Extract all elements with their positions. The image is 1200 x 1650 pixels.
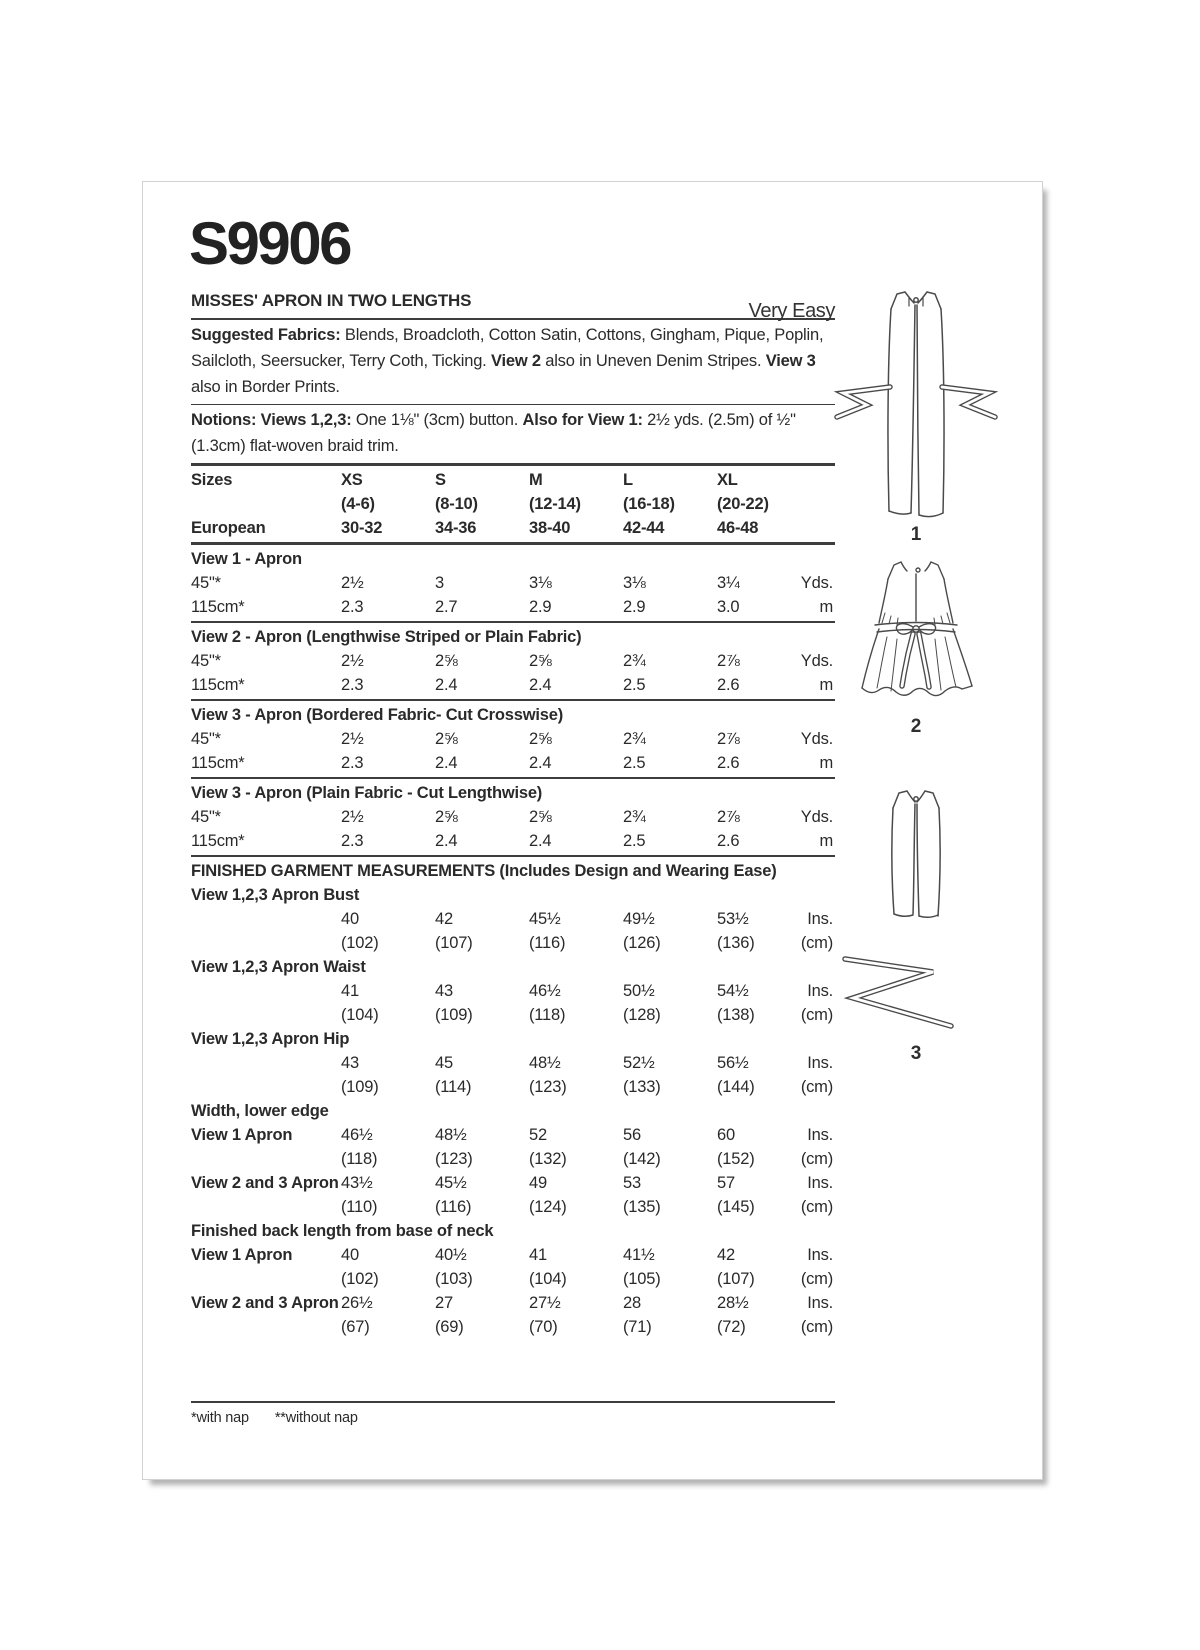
view-3-number: 3 [910,1043,922,1064]
difficulty-badge: Very Easy [748,300,835,322]
unit-cell: Yds. [800,808,833,826]
unit-cell: (cm) [800,1270,833,1288]
value-cell: 2¾ [623,652,646,670]
notions-also-label: Also for View 1: [522,411,643,429]
with-nap-note: *with nap [191,1410,249,1426]
value-cell: 2.4 [435,832,458,850]
unit-cell: Ins. [807,1054,833,1072]
section-title: View 1,2,3 Apron Bust [191,886,360,904]
table-row [191,516,835,540]
value-cell: (67) [341,1318,370,1336]
value-cell: 40 [341,910,359,928]
row-label [191,1147,341,1171]
table-row [191,751,835,775]
section-title: View 3 - Apron (Plain Fabric - Cut Lengthwise) [191,784,543,802]
value-cell: 2½ [341,808,364,826]
row-label: European [191,519,266,537]
row-label: View 2 and 3 Apron [191,1294,339,1312]
section-title: View 1,2,3 Apron Hip [191,1030,350,1048]
value-cell: 2.5 [623,832,646,850]
unit-cell: Yds. [800,652,833,670]
table-section-heading [191,1099,835,1123]
unit-cell: Ins. [807,982,833,1000]
button-icon [914,797,918,801]
waist-ties [837,387,995,417]
section-title: Finished back length from base of neck [191,1222,494,1240]
section-title: View 1 - Apron [191,550,302,568]
row-label [191,1315,341,1339]
section-title: View 3 - Apron (Bordered Fabric- Cut Crosswise) [191,706,564,724]
view-1-number: 1 [910,524,922,545]
value-cell: XL [717,471,738,489]
row-label: 45"* [191,652,221,670]
table-row [191,649,835,673]
page-title: MISSES' APRON IN TWO LENGTHS [191,291,472,310]
value-cell: 57 [717,1174,735,1192]
body-right-edge [941,309,944,513]
value-cell: (144) [717,1078,755,1096]
hem-right [919,513,943,517]
divider-rule [191,542,835,545]
table-section-heading [191,1219,835,1243]
value-cell: XS [341,471,363,489]
hem-right [919,915,938,917]
value-cell: 45 [435,1054,453,1072]
value-cell: 28½ [717,1294,749,1312]
value-cell: (104) [341,1006,379,1024]
value-cell: (103) [435,1270,473,1288]
value-cell: 56½ [717,1054,749,1072]
divider-rule [191,699,835,701]
value-cell: 2.4 [529,676,552,694]
unit-cell: (cm) [800,1150,833,1168]
value-cell: (12-14) [529,495,581,513]
value-cell: (4-6) [341,495,375,513]
value-cell: (145) [717,1198,755,1216]
unit-cell: m [819,832,833,850]
value-cell: 2⅝ [529,730,552,748]
table-section-heading [191,883,835,907]
table-row [191,1003,835,1027]
unit-cell: Ins. [807,1294,833,1312]
skirt-folds [877,637,956,691]
divider-rule [191,318,835,320]
value-cell: 2⅝ [435,808,458,826]
section-title: View 2 - Apron (Lengthwise Striped or Plain Fabric) [191,628,582,646]
value-cell: 2.3 [341,832,364,850]
value-cell: 43½ [341,1174,373,1192]
value-cell: 34-36 [435,519,477,537]
value-cell: 2.4 [435,754,458,772]
value-cell: (70) [529,1318,558,1336]
table-section-heading [191,955,835,979]
hem-left [894,914,913,916]
value-cell: 30-32 [341,519,383,537]
row-label [191,907,341,931]
value-cell: 48½ [529,1054,561,1072]
table-section-heading [191,781,835,805]
value-cell: 2⅝ [435,652,458,670]
unit-cell: m [819,676,833,694]
section-title: View 1,2,3 Apron Waist [191,958,366,976]
unit-cell: Ins. [807,1174,833,1192]
skirt-left [862,629,879,688]
skirt-hem [862,686,972,696]
value-cell: 54½ [717,982,749,1000]
value-cell: (152) [717,1150,755,1168]
value-cell: 43 [435,982,453,1000]
value-cell: 40½ [435,1246,467,1264]
view-3-figure [798,786,1034,1065]
row-label [191,1195,341,1219]
value-cell: 2.5 [623,676,646,694]
value-cell: 41 [341,982,359,1000]
value-cell: 2.9 [623,598,646,616]
value-cell: (109) [341,1078,379,1096]
value-cell: 27½ [529,1294,561,1312]
value-cell: L [623,471,633,489]
view-2-number: 2 [910,716,922,737]
value-cell: (126) [623,934,661,952]
view-2-figure [798,559,1034,738]
value-cell: (124) [529,1198,567,1216]
unit-cell: (cm) [800,1078,833,1096]
value-cell: 2½ [341,730,364,748]
value-cell: 2½ [341,652,364,670]
value-cell: (102) [341,934,379,952]
value-cell: 2⅝ [529,808,552,826]
value-cell: 2.4 [435,676,458,694]
notions-paragraph [191,407,835,459]
table-row [191,931,835,955]
value-cell: 3.0 [717,598,740,616]
row-label [191,492,341,516]
value-cell: 42 [717,1246,735,1264]
value-cell: 2.6 [717,676,740,694]
row-label: 45"* [191,730,221,748]
shoulder-left [888,562,907,579]
table-row [191,727,835,751]
value-cell: (118) [529,1006,566,1024]
center-split-left [911,305,915,513]
table-row [191,1195,835,1219]
apron-view-3-drawing [831,786,1001,1041]
table-top-rule [191,463,835,466]
table-section-heading [191,1027,835,1051]
value-cell: (72) [717,1318,746,1336]
table-row [191,1291,835,1315]
value-cell: 42 [435,910,453,928]
center-split-right [917,804,919,916]
value-cell: 40 [341,1246,359,1264]
apron-view-1-drawing [831,287,1001,522]
value-cell: (71) [623,1318,652,1336]
value-cell: (132) [529,1150,567,1168]
value-cell: 2¾ [623,808,646,826]
shoulder-right [925,562,944,579]
row-label: 115cm* [191,832,245,850]
value-cell: (16-18) [623,495,675,513]
center-split-left [913,804,915,914]
value-cell: 28 [623,1294,641,1312]
unit-cell: m [819,598,833,616]
value-cell: (114) [435,1078,472,1096]
pattern-envelope-back [142,181,1043,1480]
section-title: Width, lower edge [191,1102,329,1120]
value-cell: 2.9 [529,598,552,616]
value-cell: 26½ [341,1294,373,1312]
value-cell: 2¾ [623,730,646,748]
value-cell: 52½ [623,1054,655,1072]
value-cell: (116) [435,1198,472,1216]
table-section-heading [191,547,835,571]
table-row [191,829,835,853]
value-cell: 56 [623,1126,641,1144]
value-cell: 3¼ [717,574,740,592]
value-cell: 60 [717,1126,735,1144]
fabrics-view3-text: also in Border Prints. [191,377,340,396]
unit-cell: (cm) [800,934,833,952]
value-cell: 2.6 [717,754,740,772]
shoulder-left [893,791,915,808]
unit-cell: (cm) [800,1318,833,1336]
value-cell: 49½ [623,910,655,928]
fabrics-view2-text: also in Uneven Denim Stripes. [540,351,766,370]
body-left-edge [888,309,891,511]
suggested-fabrics-label: Suggested Fabrics: [191,325,341,344]
table-row [191,805,835,829]
body-right-edge [938,808,940,916]
notions-label: Notions: Views 1,2,3: [191,411,352,429]
pattern-number: S9906 [189,210,350,277]
table-row [191,979,835,1003]
value-cell: (105) [623,1270,661,1288]
row-label [191,979,341,1003]
value-cell: 41½ [623,1246,655,1264]
table-row [191,673,835,697]
divider-rule [191,621,835,623]
table-row [191,1147,835,1171]
value-cell: 53½ [717,910,749,928]
value-cell: 46½ [529,982,561,1000]
table-row [191,1075,835,1099]
row-label: 45"* [191,574,221,592]
value-cell: 2½ [341,574,364,592]
value-cell: 2⅞ [717,652,740,670]
table-row [191,1123,835,1147]
value-cell: 49 [529,1174,547,1192]
value-cell: (107) [435,934,473,952]
value-cell: 2.3 [341,754,364,772]
value-cell: (133) [623,1078,661,1096]
value-cell: 2⅝ [529,652,552,670]
value-cell: 2.4 [529,754,552,772]
table-row [191,595,835,619]
nap-footnote [191,1409,835,1427]
row-label [191,1051,341,1075]
table-row [191,1243,835,1267]
fabrics-view3-label: View 3 [765,351,816,370]
shoulder-right [918,292,941,309]
bow-tails [902,634,929,687]
value-cell: (128) [623,1006,661,1024]
table-row [191,1315,835,1339]
unit-cell: Yds. [800,574,833,592]
separate-tie [845,959,951,1026]
value-cell: 3 [435,574,444,592]
value-cell: 53 [623,1174,641,1192]
shoulder-left [891,292,914,309]
button-icon [914,298,918,302]
section-title: FINISHED GARMENT MEASUREMENTS (Includes Design and Wearing Ease) [191,862,777,880]
value-cell: (20-22) [717,495,769,513]
measurement-table [191,468,835,1339]
notions-text-2: 2½ yds. (2.5m) of ½" (1.3cm) flat-woven braid trim. [191,411,796,455]
row-label: 45"* [191,808,221,826]
table-row [191,907,835,931]
value-cell: 42-44 [623,519,665,537]
waistband-top [875,623,957,626]
value-cell: (104) [529,1270,567,1288]
value-cell: 3⅛ [529,574,552,592]
value-cell: 41 [529,1246,547,1264]
table-row [191,492,835,516]
row-label: Sizes [191,471,233,489]
value-cell: 38-40 [529,519,571,537]
row-label [191,1003,341,1027]
value-cell: 2⅞ [717,730,740,748]
value-cell: (123) [435,1150,473,1168]
center-split-right [917,305,919,515]
value-cell: (102) [341,1270,379,1288]
table-section-heading [191,703,835,727]
row-label [191,931,341,955]
value-cell: (136) [717,934,755,952]
value-cell: S [435,471,446,489]
table-row [191,1267,835,1291]
row-label: 115cm* [191,676,245,694]
row-label: View 2 and 3 Apron [191,1174,339,1192]
value-cell: 2.3 [341,676,364,694]
table-row [191,1171,835,1195]
fabrics-view2-label: View 2 [490,351,541,370]
button-icon [916,568,920,572]
row-label: View 1 Apron [191,1246,293,1264]
table-row [191,468,835,492]
value-cell: (8-10) [435,495,478,513]
value-cell: 3⅛ [623,574,646,592]
view-1-figure [798,287,1034,546]
unit-cell: m [819,754,833,772]
value-cell: 2.4 [529,832,552,850]
value-cell: 43 [341,1054,359,1072]
divider-rule [191,855,835,857]
footer-rule [191,1401,835,1403]
value-cell: 46½ [341,1126,373,1144]
row-label [191,1267,341,1291]
value-cell: (107) [717,1270,755,1288]
shoulder-right [917,791,939,808]
without-nap-note: **without nap [274,1410,358,1426]
value-cell: (118) [341,1150,378,1168]
suggested-fabrics-paragraph [191,322,835,400]
table-row [191,1051,835,1075]
hem-left [889,511,911,514]
table-row [191,571,835,595]
row-label: 115cm* [191,754,245,772]
value-cell: (138) [717,1006,755,1024]
value-cell: (135) [623,1198,661,1216]
row-label [191,1075,341,1099]
value-cell: 2⅞ [717,808,740,826]
value-cell: (109) [435,1006,473,1024]
notions-text: One 1⅛" (3cm) button. [351,411,523,429]
unit-cell: Ins. [807,1246,833,1264]
value-cell: 52 [529,1126,547,1144]
fabrics-text: Blends, Broadcloth, Cotton Satin, Cottons, Gingham, Pique, Poplin, Sailcloth, Seersucker, Terry Coth, Ticking. [191,325,824,370]
value-cell: 2.5 [623,754,646,772]
value-cell: 27 [435,1294,453,1312]
value-cell: (123) [529,1078,567,1096]
divider-rule [191,404,835,406]
body-left-edge [892,808,894,914]
row-label: View 1 Apron [191,1126,293,1144]
table-section-heading [191,859,835,883]
unit-cell: (cm) [800,1006,833,1024]
text-column [189,210,835,1427]
value-cell: (69) [435,1318,464,1336]
value-cell: 46-48 [717,519,759,537]
value-cell: (110) [341,1198,378,1216]
unit-cell: Ins. [807,910,833,928]
unit-cell: (cm) [800,1198,833,1216]
value-cell: 2⅝ [435,730,458,748]
value-cell: 2.7 [435,598,458,616]
value-cell: 45½ [529,910,561,928]
row-label: 115cm* [191,598,245,616]
apron-view-2-drawing [821,559,1011,714]
divider-rule [191,777,835,779]
value-cell: 50½ [623,982,655,1000]
skirt-right [953,629,972,686]
value-cell: 45½ [435,1174,467,1192]
value-cell: (116) [529,934,566,952]
value-cell: (142) [623,1150,661,1168]
unit-cell: Yds. [800,730,833,748]
unit-cell: Ins. [807,1126,833,1144]
value-cell: 2.6 [717,832,740,850]
table-section-heading [191,625,835,649]
value-cell: 48½ [435,1126,467,1144]
value-cell: 2.3 [341,598,364,616]
value-cell: M [529,471,543,489]
